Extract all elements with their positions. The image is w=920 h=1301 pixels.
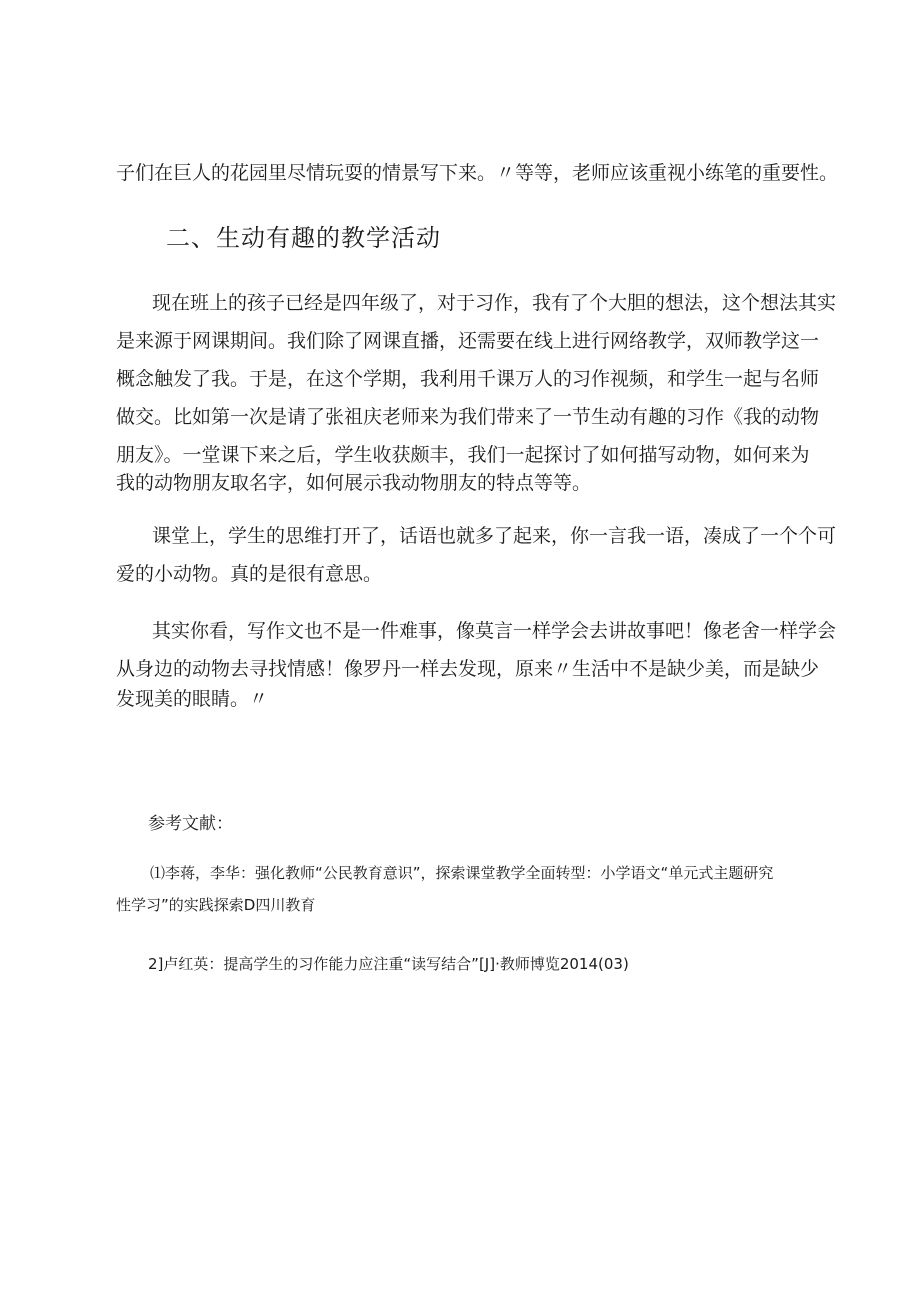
paragraph-2-line: 爱的小动物。真的是很有意思。	[116, 563, 383, 585]
section-heading: 二、生动有趣的教学活动	[166, 224, 441, 252]
paragraph-2-line: 课堂上，学生的思维打开了，话语也就多了起来，你一言我一语，凑成了一个个可	[152, 525, 837, 547]
paragraph-1-line: 概念触发了我。于是，在这个学期，我利用千课万人的习作视频，和学生一起与名师	[116, 368, 820, 390]
reference-item-1-line: 性学习”的实践探索D四川教育	[116, 896, 316, 914]
intro-line: 子们在巨人的花园里尽情玩耍的情景写下来。〃等等，老师应该重视小练笔的重要性。	[116, 162, 839, 184]
reference-item-1-line: ⑴李蒋，李华：强化教师“公民教育意识”，探索课堂教学全面转型：小学语文“单元式主题研究	[150, 864, 774, 882]
paragraph-1-line: 做交。比如第一次是请了张祖庆老师来为我们带来了一节生动有趣的习作《我的动物	[116, 406, 820, 428]
reference-item-2-line: 2]卢红英：提高学生的习作能力应注重“读写结合”[J]·教师博览2014(03)	[148, 955, 629, 973]
references-title: 参考文献：	[148, 814, 233, 834]
paragraph-3-line: 其实你看，写作文也不是一件难事，像莫言一样学会去讲故事吧！像老舍一样学会	[152, 620, 837, 642]
paragraph-3-line: 发现美的眼睛。〃	[116, 688, 269, 710]
paragraph-3-line: 从身边的动物去寻找情感！像罗丹一样去发现，原来〃生活中不是缺少美，而是缺少	[116, 658, 820, 680]
paragraph-1-line: 是来源于网课期间。我们除了网课直播，还需要在线上进行网络教学，双师教学这一	[116, 330, 820, 352]
paragraph-1-line: 我的动物朋友取名字，如何展示我动物朋友的特点等等。	[116, 472, 592, 494]
paragraph-1-line: 朋友》。一堂课下来之后，学生收获颇丰，我们一起探讨了如何描写动物，如何来为	[116, 444, 810, 466]
paragraph-1-line: 现在班上的孩子已经是四年级了，对于习作，我有了个大胆的想法，这个想法其实	[152, 292, 837, 314]
